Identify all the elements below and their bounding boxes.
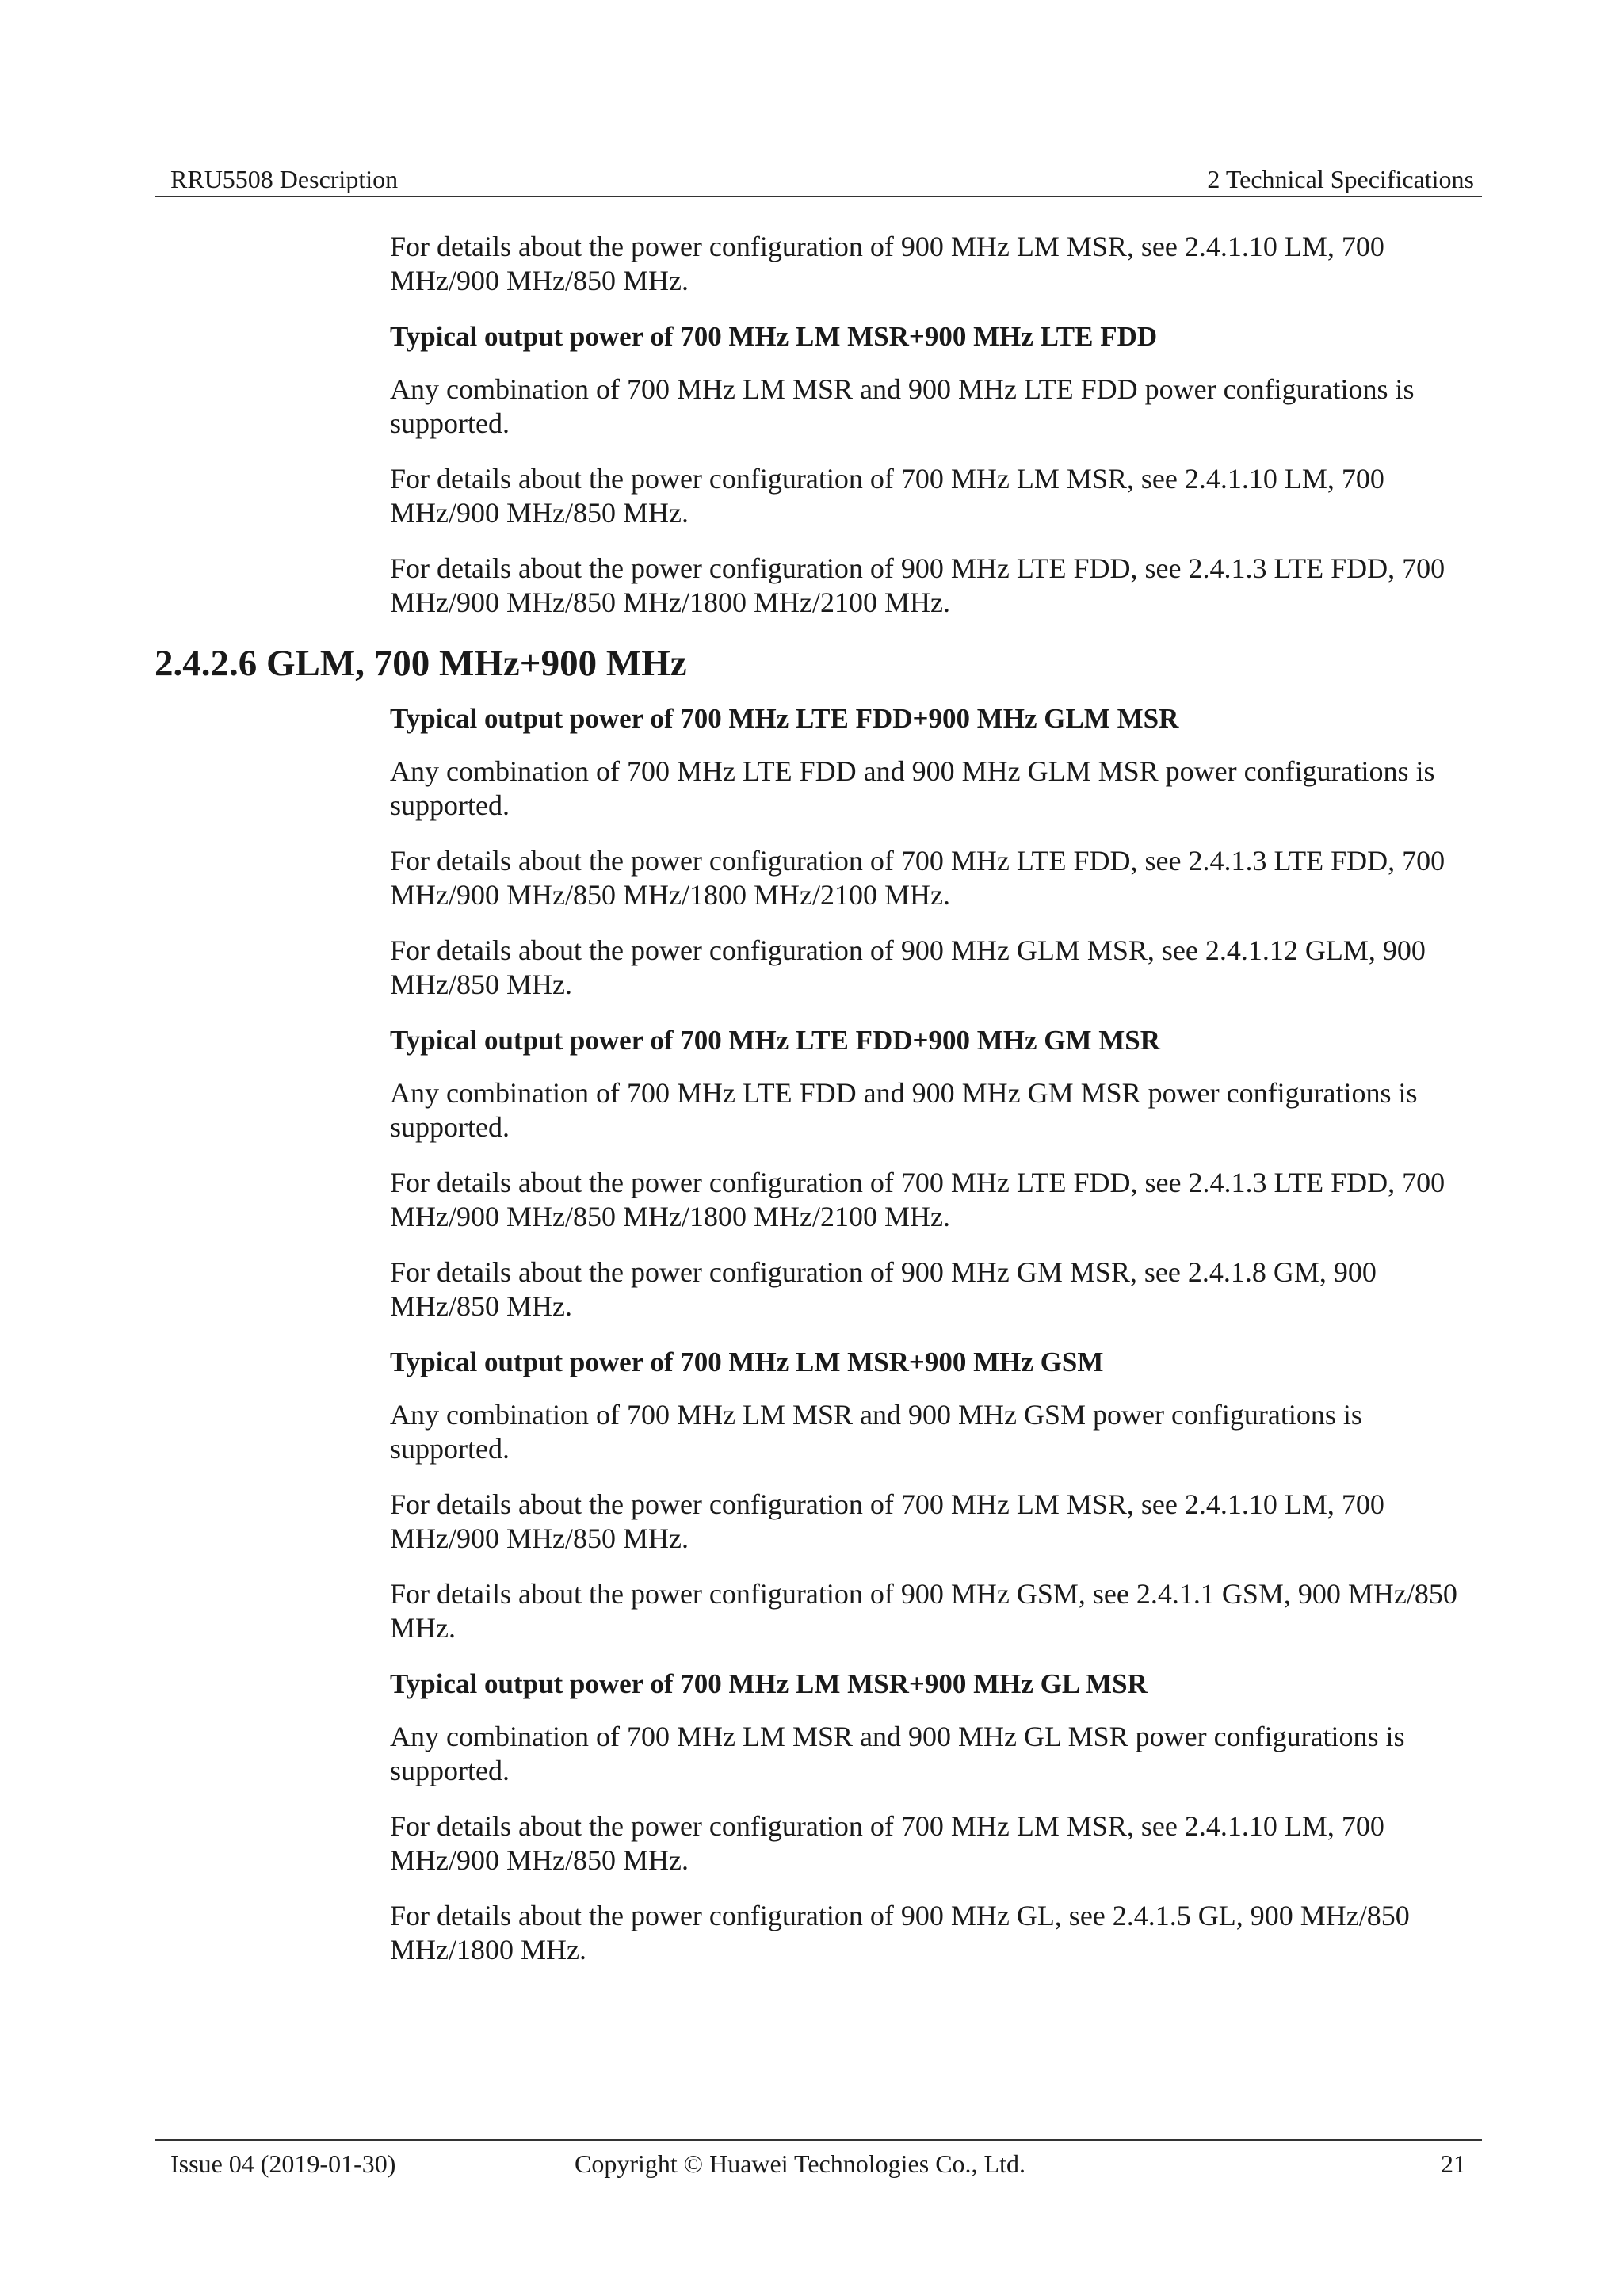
section-blocks	[390, 701, 1480, 1967]
paragraph: For details about the power configuration of 900 MHz GL, see 2.4.1.5 GL, 900 MHz/850 MHz/1800 MHz.	[390, 1900, 1410, 1966]
chapter-title: 2 Technical Specifications	[1207, 165, 1474, 193]
paragraph: For details about the power configuration of 900 MHz GSM, see 2.4.1.1 GSM, 900 MHz/850 MHz.	[390, 1578, 1457, 1644]
paragraph: Any combination of 700 MHz LM MSR and 900 MHz LTE FDD power configurations is supported.	[390, 373, 1415, 439]
paragraph: Any combination of 700 MHz LM MSR and 900 MHz GL MSR power configurations is supported.	[390, 1721, 1405, 1786]
paragraph: For details about the power configuration of 700 MHz LTE FDD, see 2.4.1.3 LTE FDD, 700 MHz/900 MHz/850 MHz/1800 MHz/2100 MHz.	[390, 845, 1445, 911]
paragraph: Any combination of 700 MHz LTE FDD and 900 MHz GM MSR power configurations is supported.	[390, 1077, 1418, 1143]
paragraph: For details about the power configuration of 700 MHz LTE FDD, see 2.4.1.3 LTE FDD, 700 MHz/900 MHz/850 MHz/1800 MHz/2100 MHz.	[390, 1167, 1445, 1232]
pre-section-blocks	[390, 230, 1480, 620]
paragraph: For details about the power configuration of 900 MHz LM MSR, see 2.4.1.10 LM, 700 MHz/900 MHz/850 MHz.	[390, 231, 1384, 296]
subheading: Typical output power of 700 MHz LTE FDD+900 MHz GM MSR	[390, 1025, 1161, 1056]
issue-info: Issue 04 (2019-01-30)	[170, 2149, 396, 2178]
paragraph: For details about the power configuration of 700 MHz LM MSR, see 2.4.1.10 LM, 700 MHz/900 MHz/850 MHz.	[390, 1810, 1384, 1876]
copyright: Copyright © Huawei Technologies Co., Ltd.	[575, 2149, 1025, 2178]
subheading: Typical output power of 700 MHz LTE FDD+900 MHz GLM MSR	[390, 703, 1179, 734]
subheading: Typical output power of 700 MHz LM MSR+900 MHz GL MSR	[390, 1668, 1148, 1699]
doc-title: RRU5508 Description	[170, 165, 399, 193]
paragraph: For details about the power configuration of 900 MHz GM MSR, see 2.4.1.8 GM, 900 MHz/850 MHz.	[390, 1256, 1377, 1322]
page-content	[155, 230, 1480, 1988]
subheading: Typical output power of 700 MHz LM MSR+900 MHz GSM	[390, 1347, 1104, 1377]
paragraph: For details about the power configuration of 900 MHz LTE FDD, see 2.4.1.3 LTE FDD, 700 MHz/900 MHz/850 MHz/1800 MHz/2100 MHz.	[390, 552, 1445, 618]
paragraph: Any combination of 700 MHz LTE FDD and 900 MHz GLM MSR power configurations is supported.	[390, 755, 1435, 821]
section-heading: 2.4.2.6 GLM, 700 MHz+900 MHz	[155, 643, 687, 684]
subheading: Typical output power of 700 MHz LM MSR+900 MHz LTE FDD	[390, 321, 1158, 352]
page-header	[155, 162, 1482, 197]
paragraph: For details about the power configuration of 900 MHz GLM MSR, see 2.4.1.12 GLM, 900 MHz/850 MHz.	[390, 934, 1426, 1000]
page-number: 21	[1441, 2149, 1466, 2178]
paragraph: Any combination of 700 MHz LM MSR and 900 MHz GSM power configurations is supported.	[390, 1399, 1362, 1465]
paragraph: For details about the power configuration of 700 MHz LM MSR, see 2.4.1.10 LM, 700 MHz/900 MHz/850 MHz.	[390, 463, 1384, 529]
paragraph: For details about the power configuration of 700 MHz LM MSR, see 2.4.1.10 LM, 700 MHz/900 MHz/850 MHz.	[390, 1488, 1384, 1554]
page-footer	[155, 2139, 1482, 2180]
